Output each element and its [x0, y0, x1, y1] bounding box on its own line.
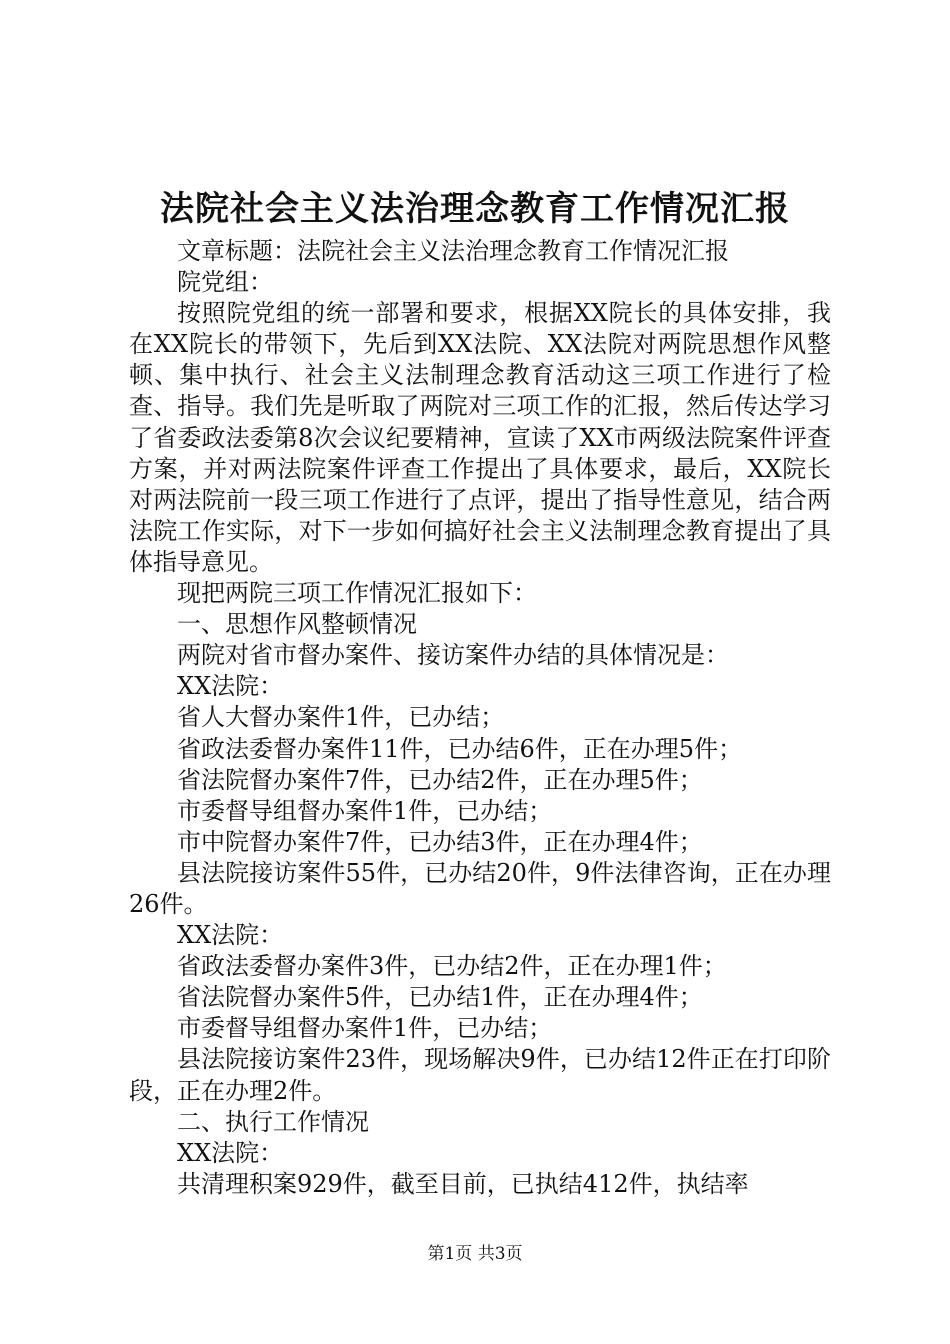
section-heading-2: 二、执行工作情况 [177, 1107, 369, 1136]
list-item: 市中院督办案件7件，已办结3件，正在办理4件； [177, 827, 703, 856]
list-item: 市委督导组督办案件1件，已办结； [177, 1014, 553, 1043]
list-item: 市委督导组督办案件1件，已办结； [177, 796, 553, 825]
list-item: 省法院督办案件7件，已办结2件，正在办理5件； [177, 765, 703, 794]
court-heading: XX法院： [177, 672, 284, 701]
paragraph-intro: 按照院党组的统一部署和要求，根据XX院长的具体安排，我在XX院长的带领下，先后到XX法院、XX法院对两院思想作风整顿、集中执行、社会主义法制理念教育活动这三项工作进行了检查、指导。我们先是听取了两院对三项工作的汇报，然后传达学习了省委政法委第8次会议纪要精神，宣读了XX市两级法院案件评查方案，并对两法院案件评查工作提出了具体要求，最后，XX院长对两法院前一段三项工作进行了点评，提出了指导性意见，结合两法院工作实际，对下一步如何搞好社会主义法制理念教育提出了具体指导意见。 [129, 299, 831, 576]
list-item: 省政法委督办案件11件，已办结6件，正在办理5件； [177, 734, 743, 763]
paragraph: 两院对省市督办案件、接访案件办结的具体情况是： [177, 641, 729, 670]
paragraph-report-lead: 现把两院三项工作情况汇报如下： [177, 579, 537, 608]
list-item: 省人大督办案件1件，已办结； [177, 703, 505, 732]
list-item: 县法院接访案件23件，现场解决9件，已办结12件正在打印阶段，正在办理2件。 [129, 1045, 831, 1105]
document-body [129, 236, 831, 1200]
paragraph: 共清理积案929件，截至目前，已执结412件，执结率 [177, 1169, 749, 1198]
paragraph-salutation: 院党组： [177, 268, 273, 297]
paragraph-article-title: 文章标题：法院社会主义法治理念教育工作情况汇报 [177, 237, 729, 265]
list-item: 省法院督办案件5件，已办结1件，正在办理4件； [177, 983, 703, 1012]
list-item: 省政法委督办案件3件，已办结2件，正在办理1件； [177, 952, 727, 981]
section-heading-1: 一、思想作风整顿情况 [177, 610, 417, 639]
court-heading: XX法院： [177, 921, 284, 950]
court-heading: XX法院： [177, 1138, 284, 1167]
page-footer: 第1页 共3页 [427, 1244, 523, 1264]
list-item: 县法院接访案件55件，已办结20件，9件法律咨询，正在办理26件。 [129, 858, 831, 918]
document-title: 法院社会主义法治理念教育工作情况汇报 [160, 189, 790, 229]
